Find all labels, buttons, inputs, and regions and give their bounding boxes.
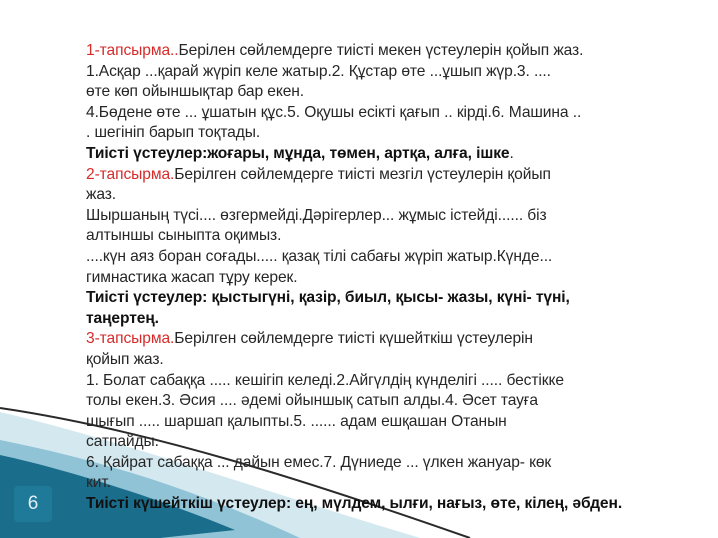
task3-heading (86, 329, 686, 350)
task3-instruction-cont: қойып жаз. (86, 350, 164, 368)
task3-line: кит. (86, 474, 111, 492)
task1-instruction: Берілен сөйлемдерге тиісті мекен үстеулерін қойып жаз. (178, 42, 584, 59)
task1-label: 1-тапсырма.. (86, 42, 179, 59)
task2-label: 2-тапсырма. (86, 165, 175, 183)
task3-line: толы екен.3. Әсия .... әдемі ойыншық сатып алды.4. Әсет тауға (86, 392, 538, 410)
task2-heading (86, 165, 686, 186)
task3-line: шығып ..... шаршап қалыпты.5. ...... адам ешқашан Отанын (86, 412, 507, 430)
task3-answer: Тиісті күшейткіш үстеулер: ең, мүлдем, ылғи, нағыз, өте, кілең, әбден. (86, 495, 623, 513)
task2-line: ....күн аяз боран соғады..... қазақ тілі сабағы жүріп жатыр.Күнде... (86, 247, 553, 265)
task1-answer-end: . (509, 144, 514, 162)
task1-line: өте көп ойыншықтар бар екен. (86, 83, 305, 101)
task3-instruction: Берілген сөйлемдерге тиісті күшейткіш үстеулерін (174, 330, 533, 348)
task1-line: 1.Асқар ...қарай жүріп келе жатыр.2. Құстар өте ...ұшып жүр.3. .... (86, 62, 551, 80)
slide-text (86, 41, 686, 515)
task3-label: 3-тапсырма. (86, 330, 175, 348)
task1-line: . шегініп барып тоқтады. (86, 124, 261, 142)
task2-line: гимнастика жасап тұру керек. (86, 268, 298, 286)
task2-line: алтыншы сыныпта оқимыз. (86, 227, 282, 245)
task2-instruction-cont: жаз. (86, 186, 117, 204)
task3-line: 1. Болат сабаққа ..... кешігіп келеді.2.Айгүлдің күнделігі ..... бестікке (86, 371, 564, 389)
slide-number-badge: 6 (14, 486, 52, 522)
task2-answer: таңертең. (86, 309, 159, 327)
task1-answer: Тиісті үстеулер:жоғары, мұнда, төмен, артқа, алға, ішке (86, 144, 510, 162)
task3-line: 6. Қайрат сабаққа ... дайын емес.7. Дүниеде ... үлкен жануар- көк (86, 453, 552, 471)
task1-heading (86, 41, 686, 62)
task1-line: 4.Бөдене өте ... ұшатын құс.5. Оқушы есікті қағып .. кірді.6. Машина .. (86, 103, 582, 121)
task2-answer: Тиісті үстеулер: қыстыгүні, қазір, биыл, қысы- жазы, күні- түні, (86, 289, 570, 307)
task1-answer-line (86, 144, 686, 165)
task3-line: сатпайды. (86, 433, 159, 451)
task2-line: Шыршаның түсі.... өзгермейді.Дәрігерлер... жұмыс істейді...... біз (86, 206, 547, 224)
task2-instruction: Берілген сөйлемдерге тиісті мезгіл үстеулерін қойып (174, 165, 551, 183)
